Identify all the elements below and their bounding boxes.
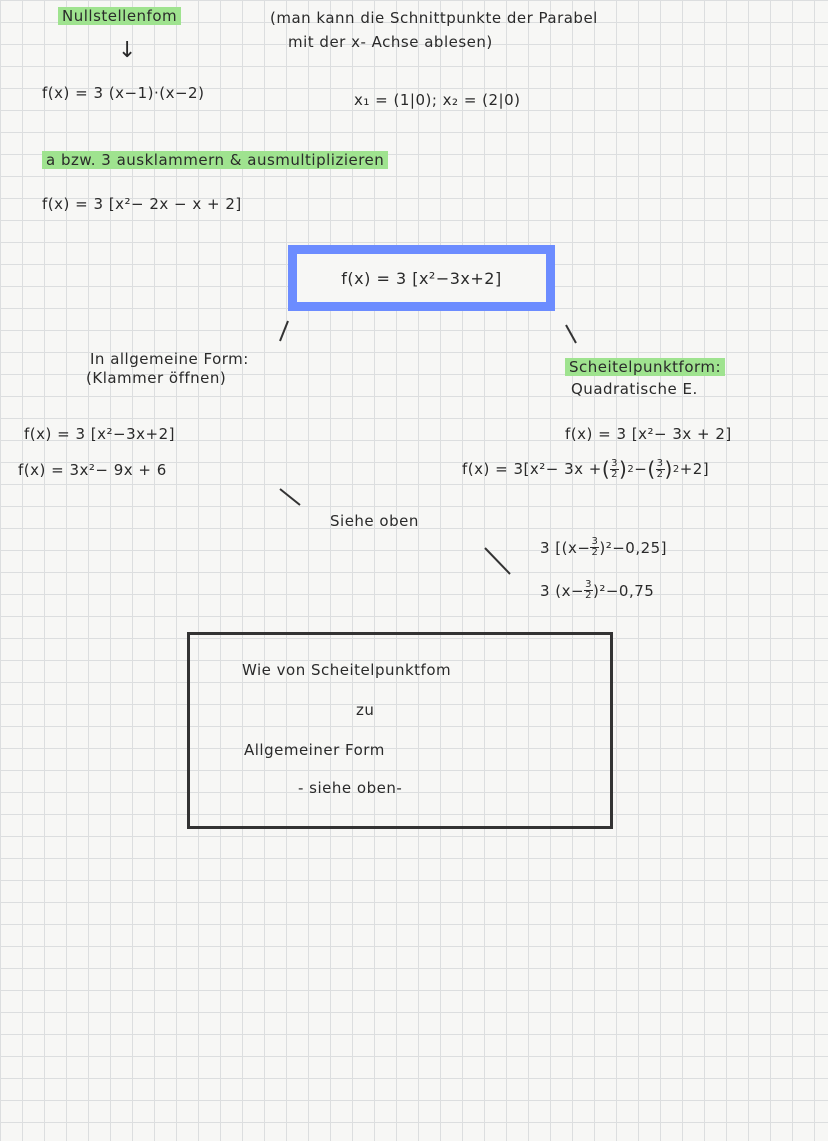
note-line2: zu xyxy=(356,701,375,719)
note-line1: Wie von Scheitelpunktfom xyxy=(242,661,452,679)
vertex-form-eq1: f(x) = 3 [x²− 3x + 2] xyxy=(565,425,732,443)
fraction: $\frac{3}{2}$ xyxy=(585,579,592,601)
center-formula: f(x) = 3 [x²−3x+2] xyxy=(341,268,502,288)
vertex-form-eq2: f(x) = 3[x²− 3x + ( $\frac{3}{2}$ ) 2 − ( $\frac{3}{2}$ ) 2 +2] xyxy=(462,457,710,481)
right-branch-line xyxy=(566,325,576,343)
center-formula-box xyxy=(288,245,555,311)
fraction: $\frac{3}{2}$ xyxy=(611,457,619,480)
vertex-form-eq3: 3 [(x− $\frac{3}{2}$ )²−0,25] xyxy=(540,536,668,558)
step-label: a bzw. 3 ausklammern & ausmultiplizieren xyxy=(42,151,388,169)
note-line4: - siehe oben- xyxy=(298,779,403,797)
header-note-line2: mit der x- Achse ablesen) xyxy=(288,33,493,51)
zero-form-formula: f(x) = 3 (x−1)·(x−2) xyxy=(42,84,205,102)
left-to-middle-line xyxy=(280,489,300,505)
fraction: $\frac{3}{2}$ xyxy=(656,457,664,480)
fraction: $\frac{3}{2}$ xyxy=(591,536,599,558)
left-branch-line xyxy=(280,321,288,341)
zero-form-label: Nullstellenfom xyxy=(58,7,181,25)
vertex-form-eq2-prefix: f(x) = 3[x²− 3x + xyxy=(462,460,602,478)
general-form-title: In allgemeine Form: xyxy=(90,350,249,368)
vertex-form-title: Scheitelpunktform: xyxy=(565,358,725,376)
general-form-eq2: f(x) = 3x²− 9x + 6 xyxy=(18,461,167,479)
header-note-line1: (man kann die Schnittpunkte der Parabel xyxy=(270,9,598,27)
general-form-subtitle: (Klammer öffnen) xyxy=(86,369,227,387)
vertex-form-eq2-suffix: +2] xyxy=(679,460,710,478)
note-line3: Allgemeiner Form xyxy=(244,741,385,759)
vertex-form-subtitle: Quadratische E. xyxy=(571,380,698,398)
down-arrow: ↓ xyxy=(118,38,137,63)
general-form-eq1: f(x) = 3 [x²−3x+2] xyxy=(24,425,175,443)
see-above-label: Siehe oben xyxy=(330,512,419,530)
vertex-form-eq4: 3 (x− $\frac{3}{2}$ )²−0,75 xyxy=(540,579,655,601)
step-formula: f(x) = 3 [x²− 2x − x + 2] xyxy=(42,195,242,213)
zero-points: x₁ = (1|0); x₂ = (2|0) xyxy=(354,91,521,109)
right-to-middle-line xyxy=(485,548,510,574)
